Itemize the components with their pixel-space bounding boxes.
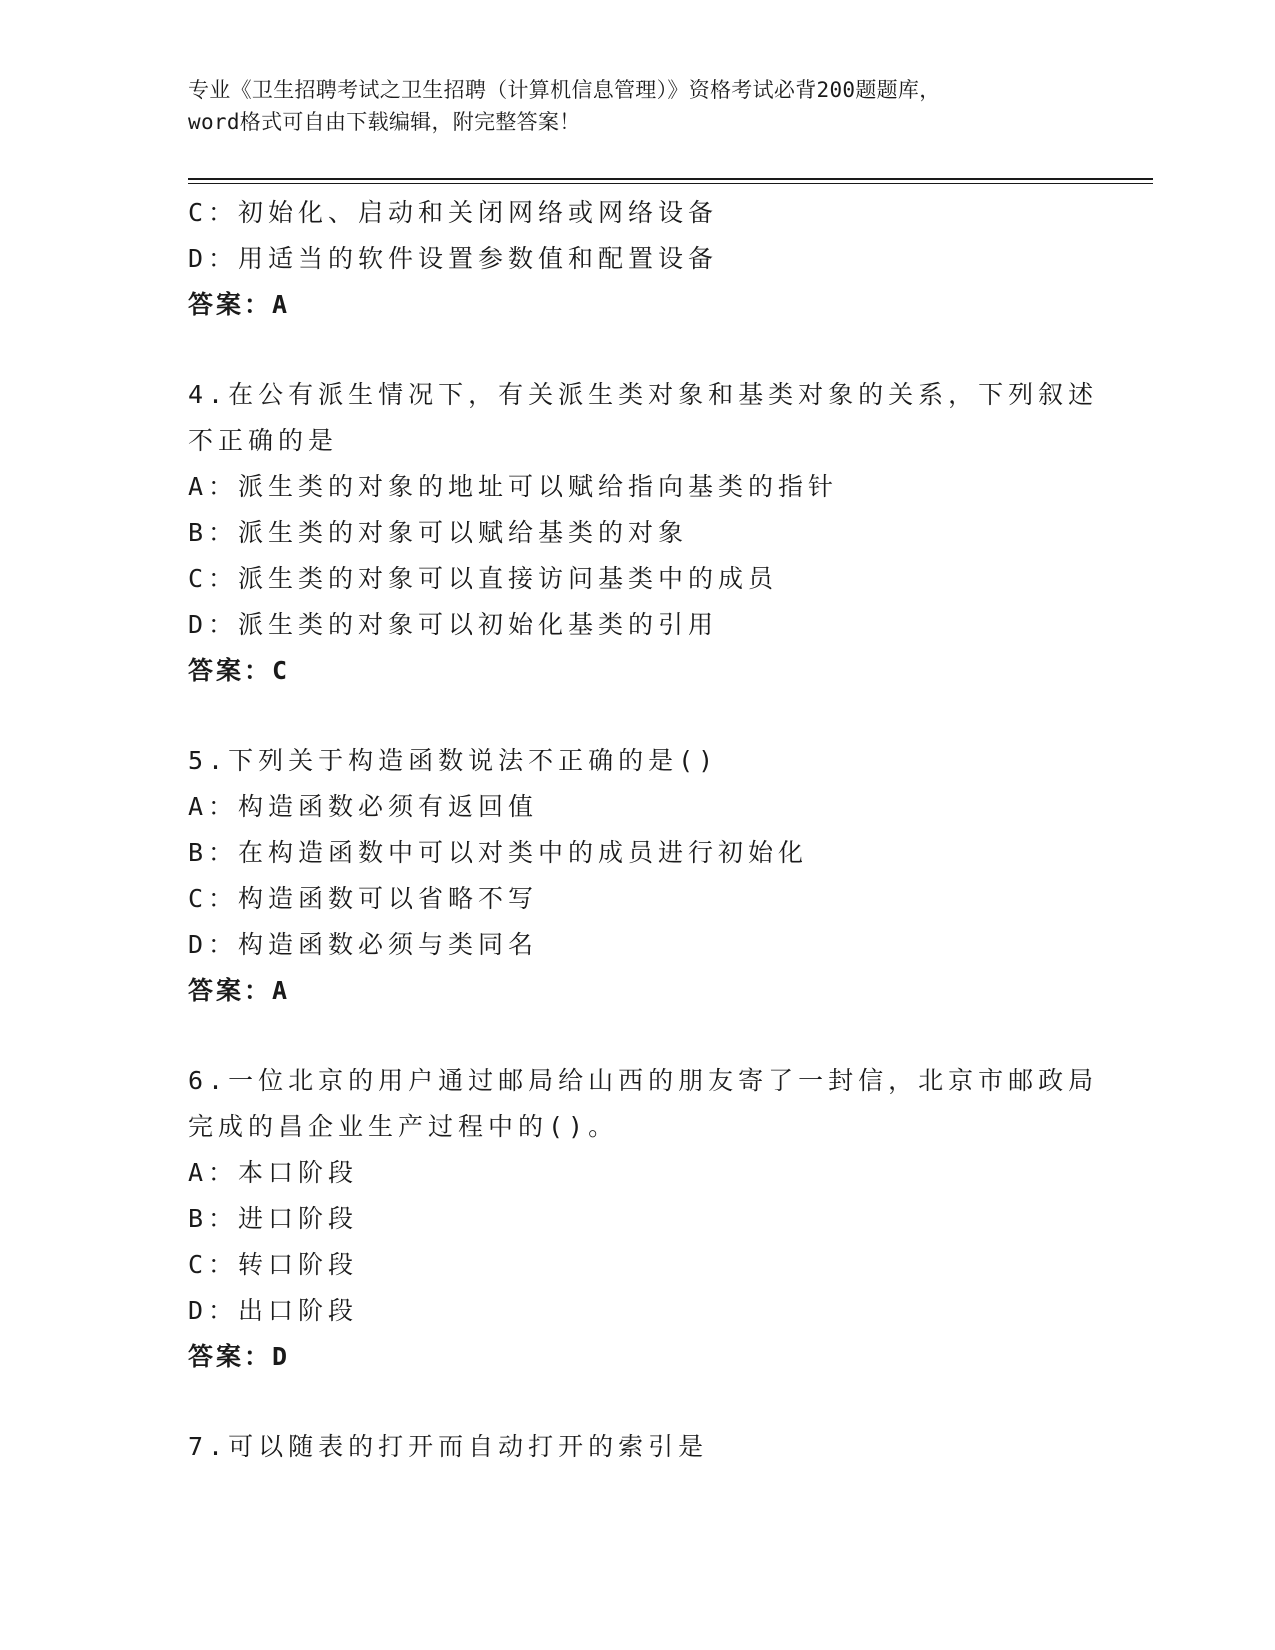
question-title: 7.可以随表的打开而自动打开的索引是 xyxy=(188,1432,709,1461)
option-c: C：转口阶段 xyxy=(188,1250,359,1279)
option-b: B：在构造函数中可以对类中的成员进行初始化 xyxy=(188,838,809,867)
option-c: C：初始化、启动和关闭网络或网络设备 xyxy=(188,198,719,227)
option-a: A：派生类的对象的地址可以赋给指向基类的指针 xyxy=(188,472,839,501)
answer-label: 答案：C xyxy=(188,656,291,685)
question-3 xyxy=(188,190,1068,328)
option-b: B：进口阶段 xyxy=(188,1204,359,1233)
header-line-1: 专业《卫生招聘考试之卫生招聘（计算机信息管理）》资格考试必背200题题库， xyxy=(188,78,941,102)
option-a: A：本口阶段 xyxy=(188,1158,359,1187)
answer-label: 答案：D xyxy=(188,1342,291,1371)
option-c: C：派生类的对象可以直接访问基类中的成员 xyxy=(188,564,779,593)
option-a: A：构造函数必须有返回值 xyxy=(188,792,539,821)
option-d: D：构造函数必须与类同名 xyxy=(188,930,539,959)
option-d: D：出口阶段 xyxy=(188,1296,359,1325)
question-4 xyxy=(188,372,1099,694)
question-title: 6.一位北京的用户通过邮局给山西的朋友寄了一封信，北京市邮政局 xyxy=(188,1066,1099,1095)
answer-label: 答案：A xyxy=(188,976,291,1005)
question-7 xyxy=(188,1424,1068,1470)
option-d: D：用适当的软件设置参数值和配置设备 xyxy=(188,244,719,273)
document-header xyxy=(188,74,1068,138)
option-c: C：构造函数可以省略不写 xyxy=(188,884,539,913)
question-title: 4.在公有派生情况下，有关派生类对象和基类对象的关系，下列叙述 xyxy=(188,380,1099,409)
option-d: D：派生类的对象可以初始化基类的引用 xyxy=(188,610,719,639)
question-title-cont: 完成的昌企业生产过程中的()。 xyxy=(188,1112,619,1141)
header-line-2: word格式可自由下载编辑，附完整答案！ xyxy=(188,110,581,134)
question-title-cont: 不正确的是 xyxy=(188,426,339,455)
header-divider xyxy=(188,178,1153,180)
option-b: B：派生类的对象可以赋给基类的对象 xyxy=(188,518,689,547)
question-5 xyxy=(188,738,1068,1014)
header-divider-thin xyxy=(188,183,1153,184)
question-title: 5.下列关于构造函数说法不正确的是() xyxy=(188,746,719,775)
answer-label: 答案：A xyxy=(188,290,291,319)
question-6 xyxy=(188,1058,1099,1380)
question-list xyxy=(188,190,1099,1470)
